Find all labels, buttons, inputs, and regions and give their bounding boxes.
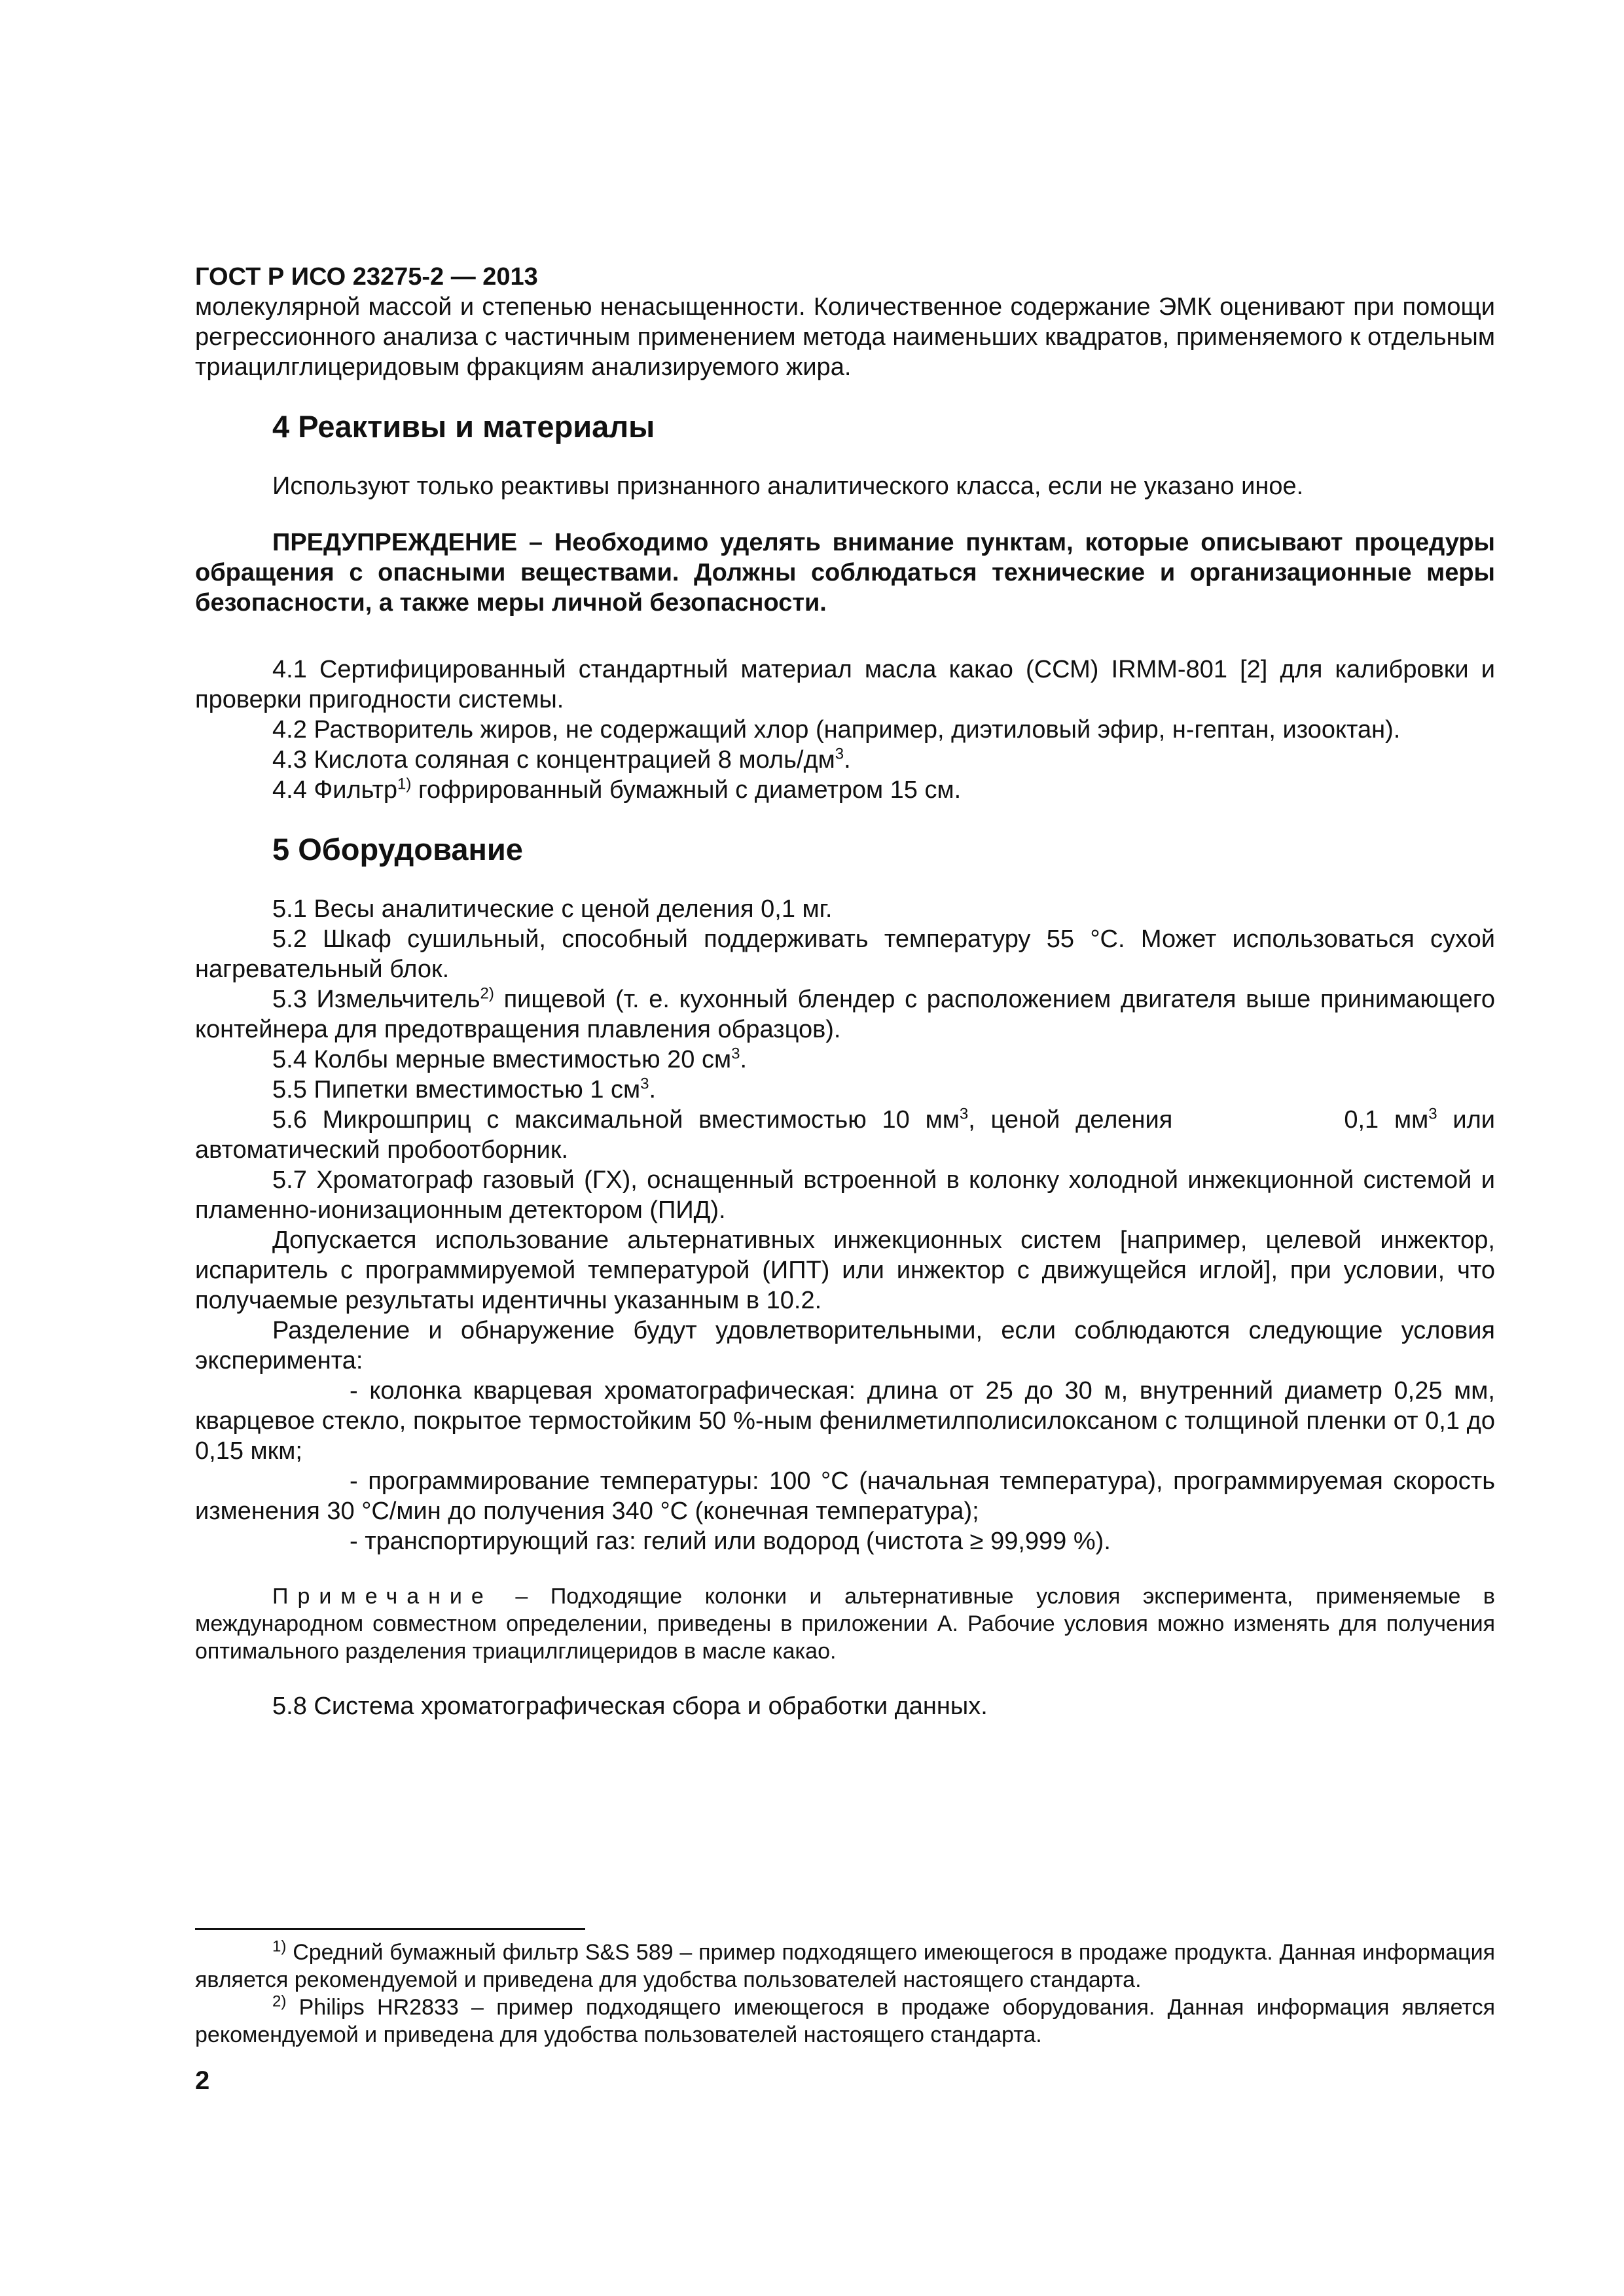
section-5-title: 5 Оборудование bbox=[272, 832, 523, 867]
footnote-ref-1: 1) bbox=[397, 775, 412, 793]
separation-paragraph: Разделение и обнаружение будут удовлетворительными, если соблюдаются следующие условия эксперимента: bbox=[195, 1317, 1495, 1374]
item-5-4: 5.4 Колбы мерные вместимостью 20 $см^3$. bbox=[272, 1045, 748, 1073]
item-4-2: 4.2 Растворитель жиров, не содержащий хлор (например, диэтиловый эфир, н-гептан, изооктан). bbox=[272, 716, 1401, 744]
item-5-3: 5.3 Измельчитель$^{2)}$ пищевой (т. е. кухонный блендер с расположением двигателя выше принимающего контейнера для предотвращения плавления образцов). bbox=[195, 984, 1495, 1043]
condition-carrier-gas: - транспортирующий газ: гелий или водород (чистота ≥ 99,999 %). bbox=[350, 1528, 1111, 1555]
document-header: ГОСТ Р ИСО 23275-2 — 2013 bbox=[195, 263, 538, 291]
item-5-2: 5.2 Шкаф сушильный, способный поддерживать температуру 55 °C. Может использоваться сухой нагревательный блок. bbox=[195, 925, 1495, 983]
intro-paragraph: молекулярной массой и степенью ненасыщенности. Количественное содержание ЭМК оценивают при помощи регрессионного анализа с частичным применением метода наименьших квадратов, применяемого к отдельным триацилглицеридовым фракциям анализируемого жира. bbox=[195, 293, 1495, 381]
section-4-title: 4 Реактивы и материалы bbox=[272, 409, 655, 444]
document-page bbox=[195, 262, 1495, 1721]
section-4-lead: Используют только реактивы признанного аналитического класса, если не указано иное. bbox=[272, 473, 1304, 500]
item-5-8: 5.8 Система хроматографическая сбора и обработки данных. bbox=[272, 1693, 988, 1720]
footnote-divider bbox=[195, 1928, 585, 1930]
note-label: Примечание bbox=[272, 1584, 493, 1609]
item-5-5: 5.5 Пипетки вместимостью 1 $см^3$. bbox=[272, 1075, 657, 1103]
footnote-1: $^{1)}$ Средний бумажный фильтр S&S 589 – пример подходящего имеющегося в продаже продукта. Данная информация является рекомендуемой и приведена для удобства пользователей настоящего стандарта. bbox=[195, 1937, 1495, 1992]
footnote-2: $^{2)}$ Philips HR2833 – пример подходящего имеющегося в продаже оборудования. Данная информация является рекомендуемой и приведена для удобства пользователей настоящего стандарта. bbox=[195, 1992, 1495, 2047]
item-5-1: 5.1 Весы аналитические с ценой деления 0,1 мг. bbox=[272, 895, 833, 923]
warning-paragraph: ПРЕДУПРЕЖДЕНИЕ – Необходимо уделять внимание пунктам, которые описывают процедуры обращения с опасными веществами. Должны соблюдаться технические и организационные меры безопасности, а также меры личной безопасности. bbox=[195, 529, 1495, 617]
condition-column: - колонка кварцевая хроматографическая: длина от 25 до 30 м, внутренний диаметр 0,25 мм, кварцевое стекло, покрытое термостойким 50 %-ным фенилметилполисилоксаном с толщиной пленки от 0,1 до 0,15 мкм; bbox=[195, 1377, 1495, 1465]
item-5-7: 5.7 Хроматограф газовый (ГХ), оснащенный встроенной в колонку холодной инжекционной системой и пламенно-ионизационным детектором (ПИД). bbox=[195, 1166, 1495, 1224]
item-4-3: 4.3 Кислота соляная с концентрацией 8 моль/$дм^3$. bbox=[272, 745, 851, 774]
footnote-ref-2: 2) bbox=[480, 984, 494, 1003]
item-4-4: 4.4 Фильтр$^{1)}$ гофрированный бумажный с диаметром 15 см. bbox=[272, 775, 962, 804]
footnotes bbox=[195, 1939, 1495, 2049]
page-number: 2 bbox=[195, 2066, 210, 2095]
item-5-6: 5.6 Микрошприц с максимальной вместимостью 10 $мм^3$, ценой деления 0,1 $мм^3$ или автоматический пробоотборник. bbox=[195, 1105, 1496, 1164]
alternative-systems-paragraph: Допускается использование альтернативных инжекционных систем [например, целевой инжектор, испаритель с программируемой температурой (ИПТ) или инжектор с движущейся иглой], при условии, что получаемые результаты идентичны указанным в 10.2. bbox=[195, 1227, 1495, 1314]
note-paragraph: Примечание – Подходящие колонки и альтернативные условия эксперимента, применяемые в международном совместном определении, приведены в приложении А. Рабочие условия можно изменять для получения оптимального разделения триацилглицеридов в масле какао. bbox=[195, 1584, 1495, 1664]
item-4-1: 4.1 Сертифицированный стандартный материал масла какао (ССМ) IRMM-801 [2] для калибровки и проверки пригодности системы. bbox=[195, 656, 1495, 713]
condition-temperature: - программирование температуры: 100 °C (начальная температура), программируемая скорость изменения 30 °C/мин до получения 340 °C (конечная температура); bbox=[195, 1467, 1495, 1525]
